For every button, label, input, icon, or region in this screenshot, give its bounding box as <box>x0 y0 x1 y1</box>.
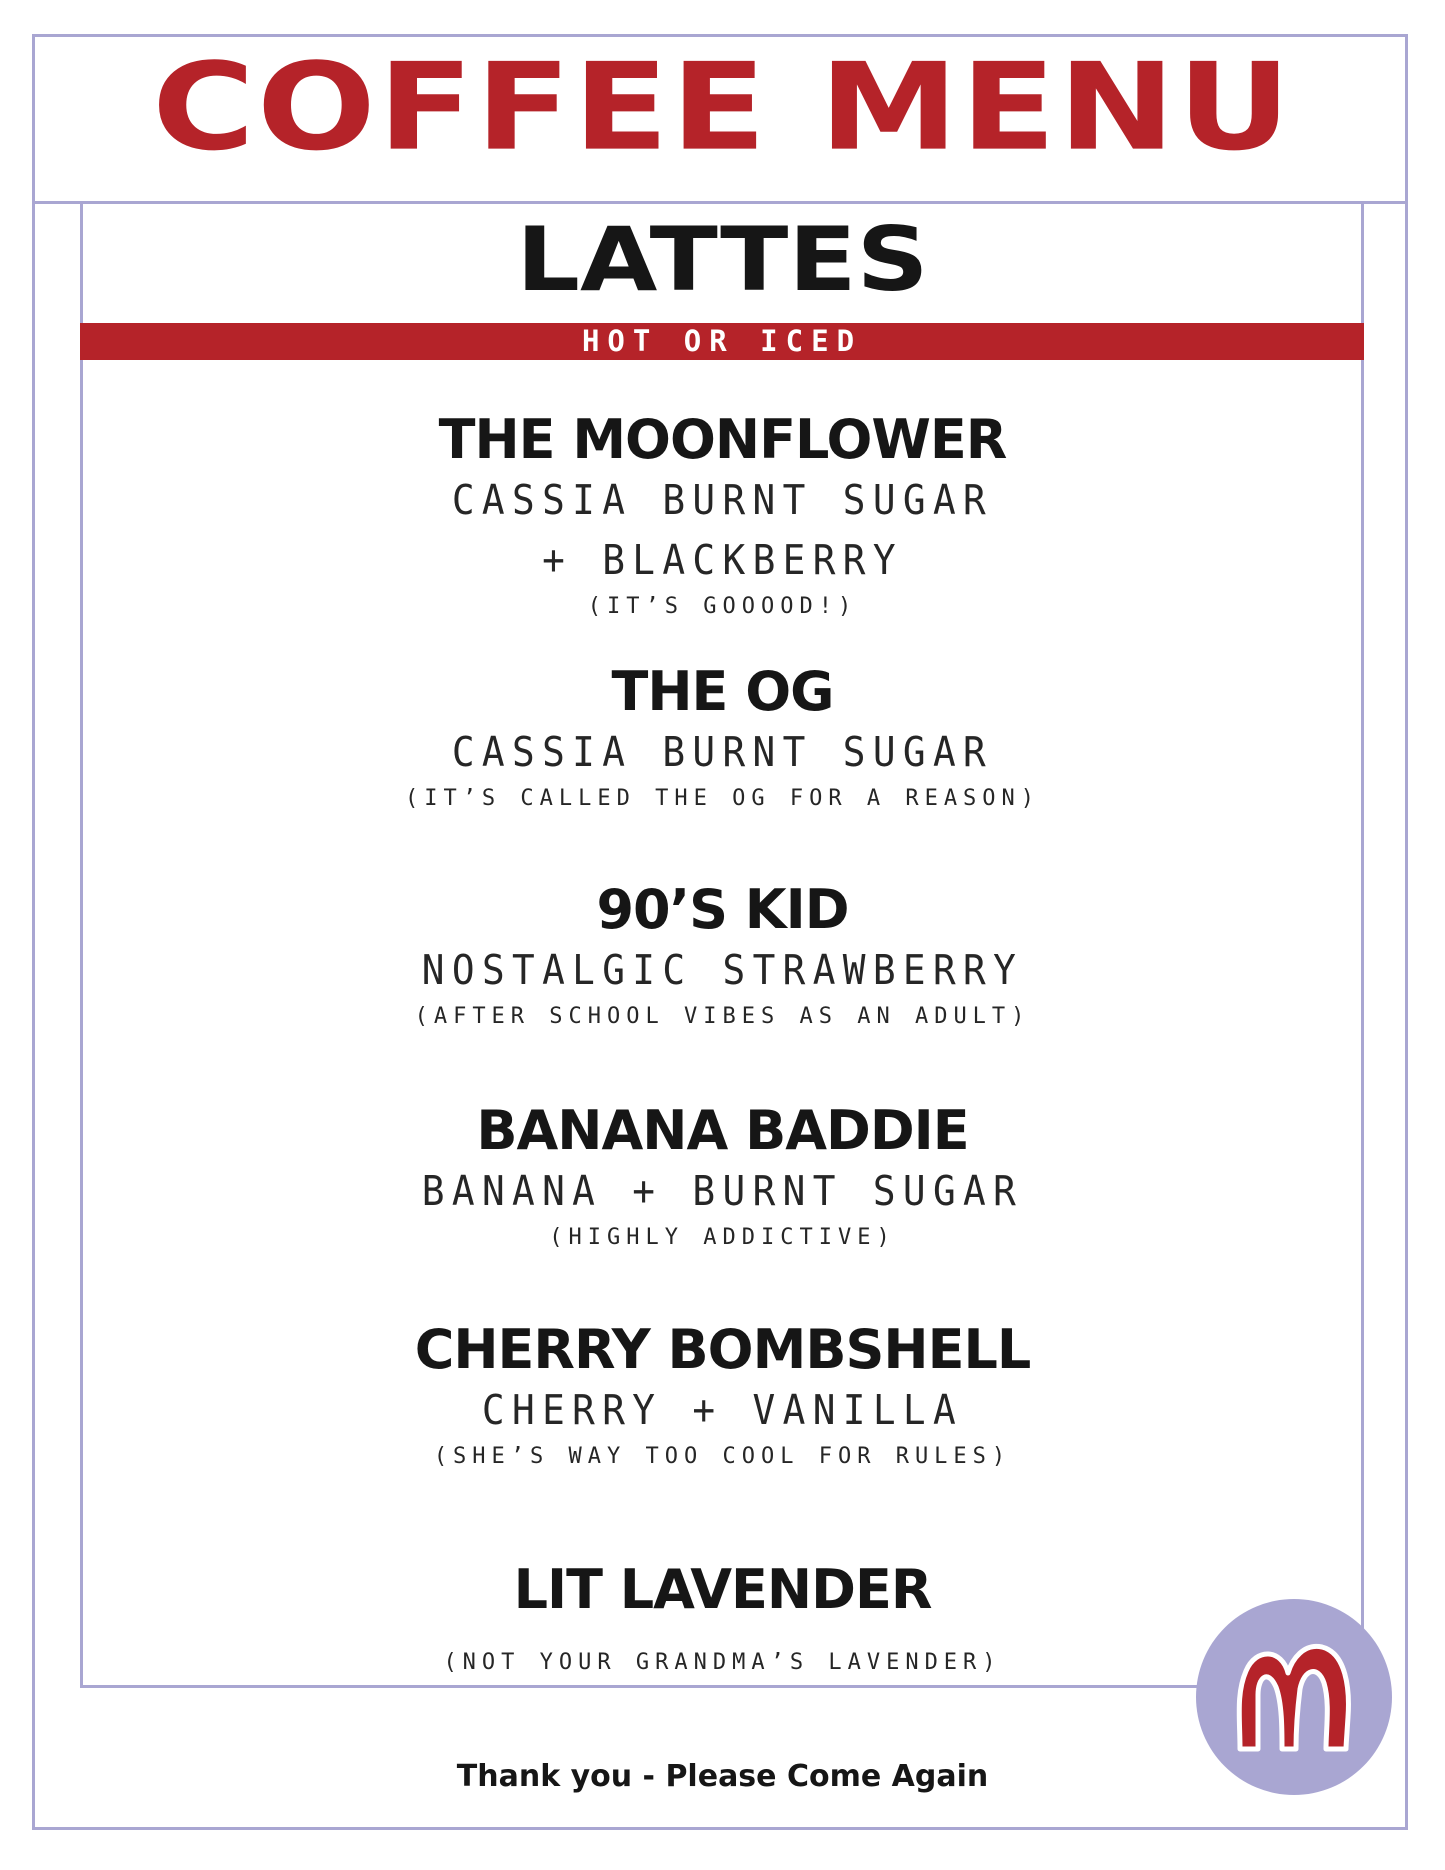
section-title: LATTES <box>516 208 929 312</box>
menu-item-name: CHERRY BOMBSHELL <box>414 1318 1031 1381</box>
footer-message: Thank you - Please Come Again <box>456 1759 989 1794</box>
menu-item-90s-kid <box>0 880 1445 1034</box>
menu-item-description: BANANA + BURNT SUGAR <box>421 1167 1024 1215</box>
menu-item-name: 90’S KID <box>596 878 849 941</box>
menu-item-description: CHERRY + VANILLA <box>481 1386 964 1434</box>
menu-item-note: (NOT YOUR GRANDMA’S LAVENDER) <box>443 1650 1002 1675</box>
menu-item-cherry-bombshell <box>0 1320 1445 1474</box>
menu-item-description: NOSTALGIC STRAWBERRY <box>421 946 1024 994</box>
menu-item-name: THE OG <box>611 660 834 723</box>
page-title: COFFEE MENU <box>152 37 1293 178</box>
menu-item-note: (IT’S CALLED THE OG FOR A REASON) <box>404 786 1041 811</box>
menu-item-name: LIT LAVENDER <box>513 1558 932 1621</box>
section-banner <box>80 323 1364 360</box>
menu-item-banana-baddie <box>0 1101 1445 1255</box>
menu-item-og <box>0 662 1445 816</box>
menu-item-moonflower <box>0 410 1445 624</box>
menu-item-name: THE MOONFLOWER <box>438 408 1007 471</box>
menu-item-description: CASSIA BURNT SUGAR <box>451 476 994 524</box>
menu-item-note: (IT’S GOOOOD!) <box>587 594 858 619</box>
menu-item-name: BANANA BADDIE <box>476 1099 969 1162</box>
menu-item-description: CASSIA BURNT SUGAR <box>451 728 994 776</box>
section-subtitle: HOT OR ICED <box>581 324 863 358</box>
menu-item-description: + BLACKBERRY <box>542 536 903 584</box>
menu-item-note: (SHE’S WAY TOO COOL FOR RULES) <box>433 1444 1012 1469</box>
menu-item-note: (HIGHLY ADDICTIVE) <box>549 1225 896 1250</box>
menu-item-note: (AFTER SCHOOL VIBES AS AN ADULT) <box>414 1004 1031 1029</box>
